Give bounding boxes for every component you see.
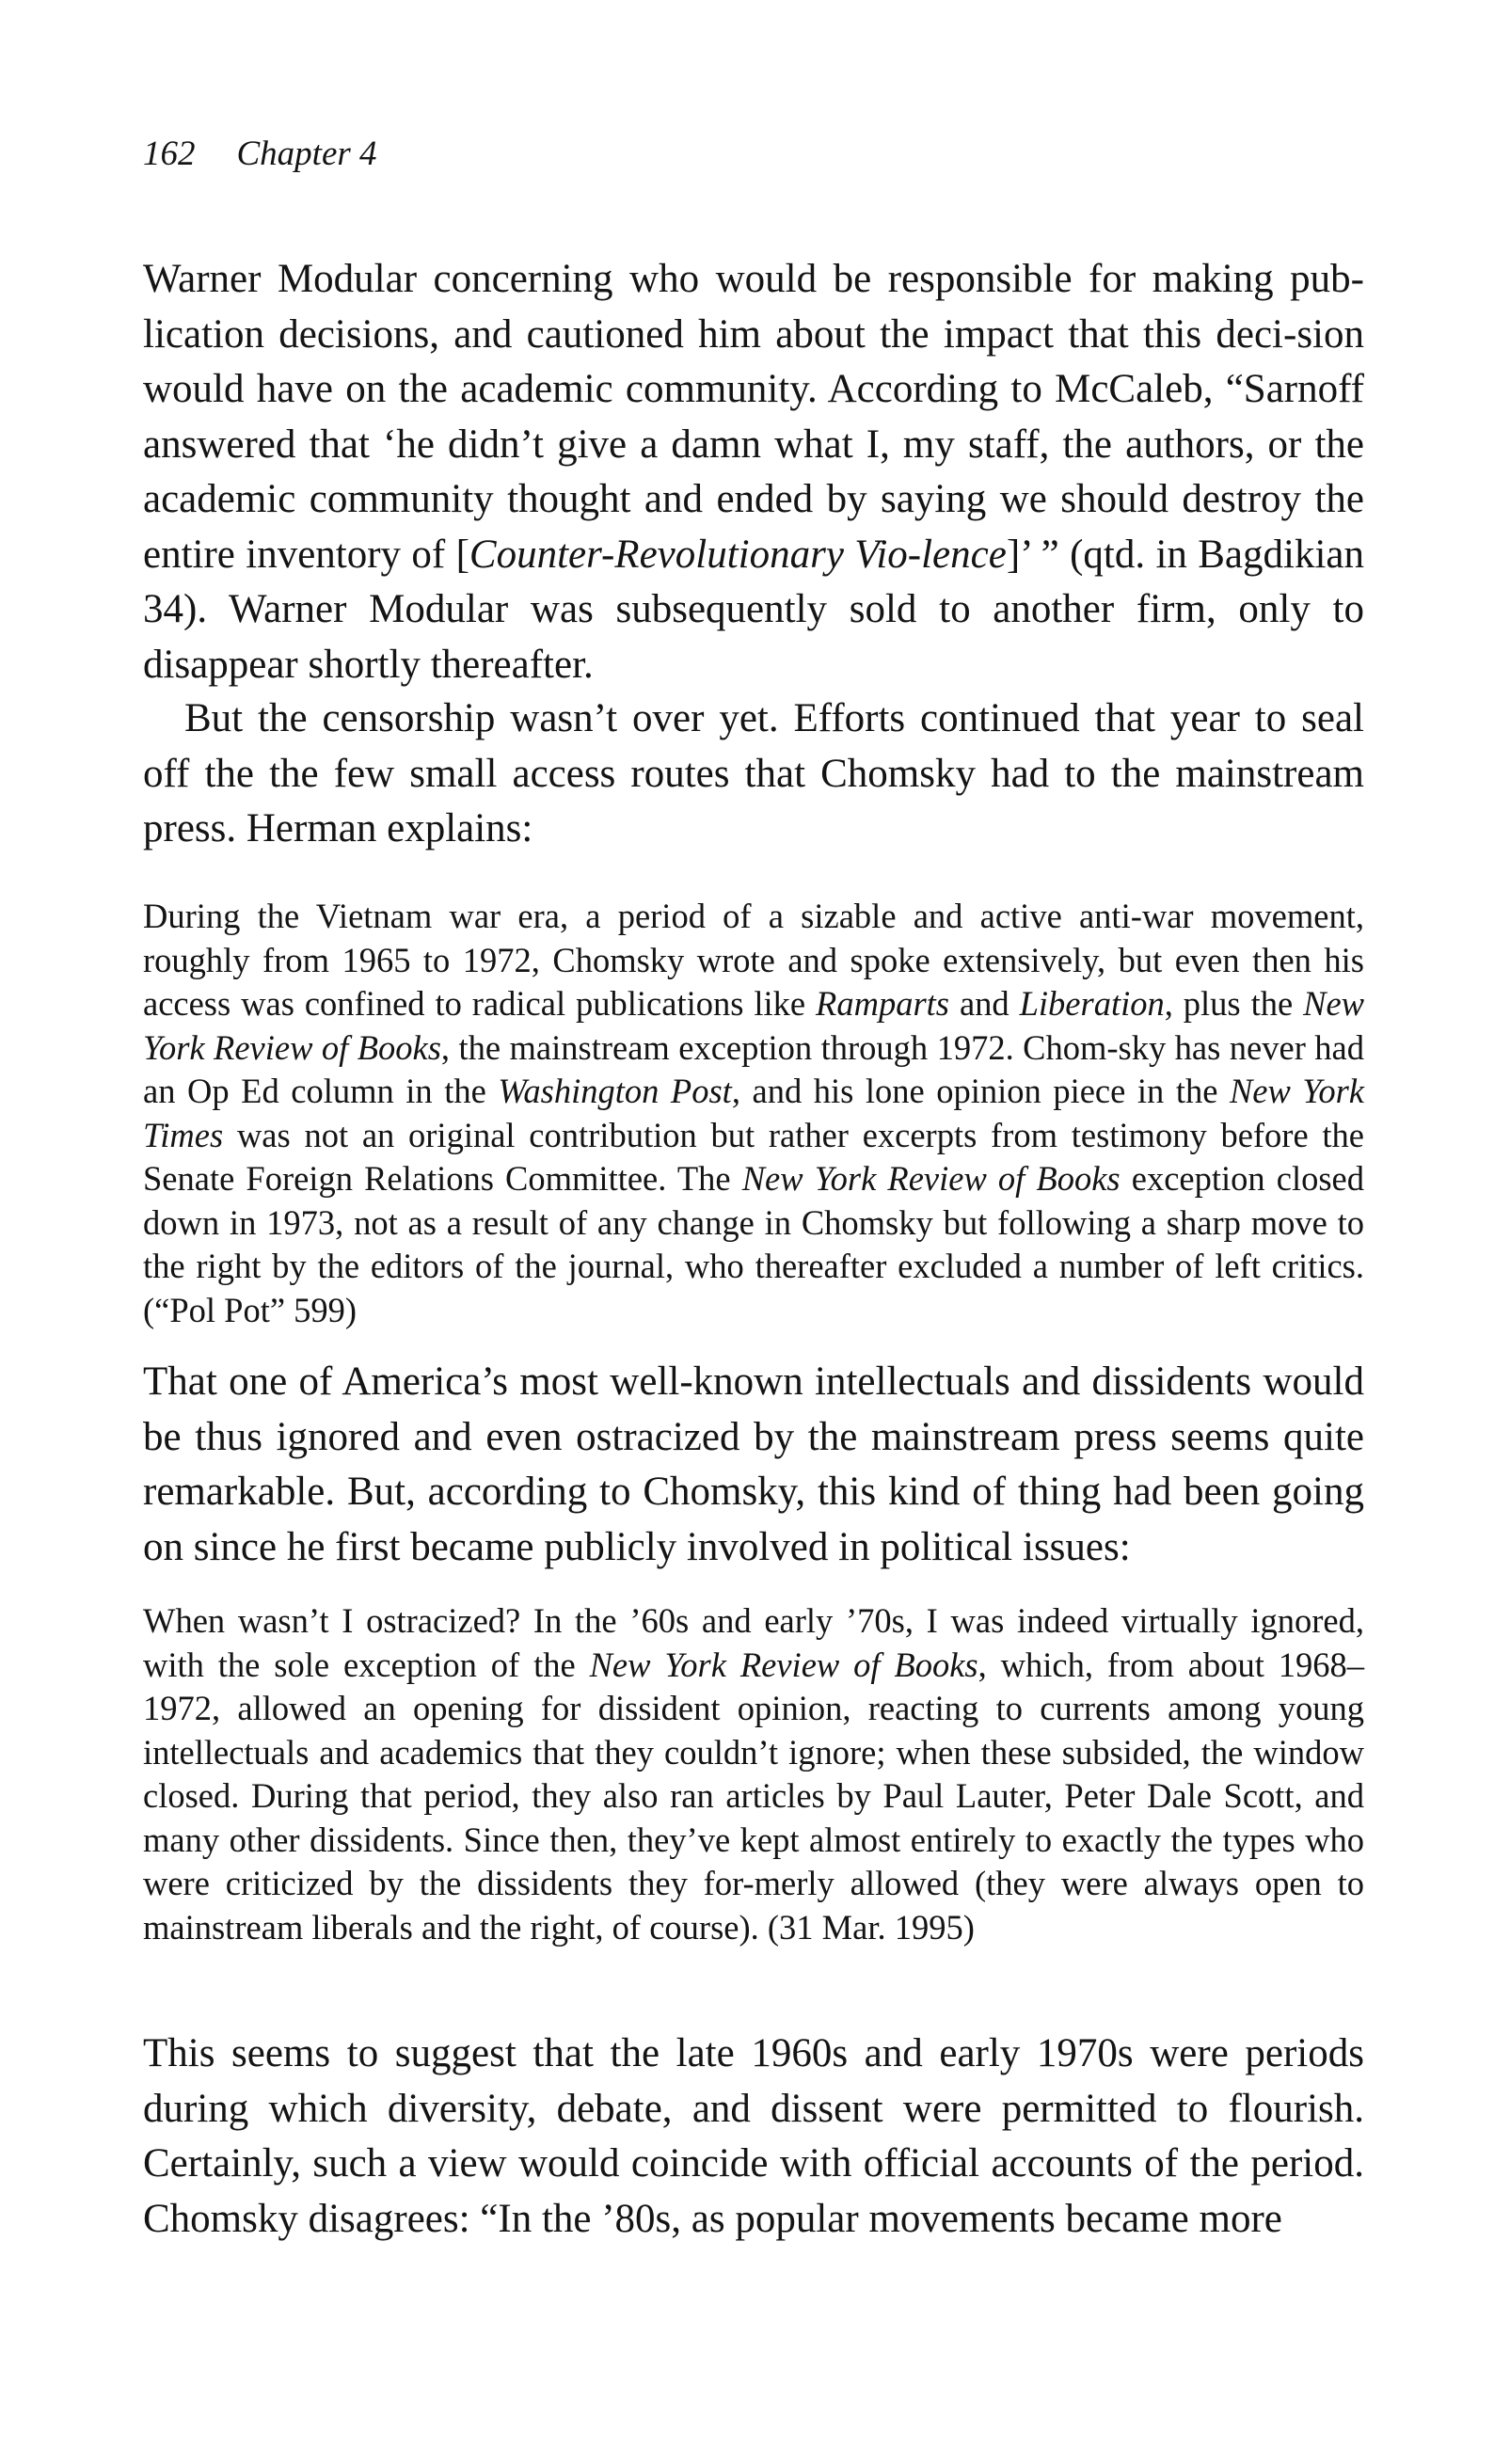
- paragraph-2: But the censorship wasn’t over yet. Efforts continued that year to seal off the the few small access routes that Chomsky had to the mainstream press. Herman explains:: [143, 696, 1364, 850]
- chapter-title: Chapter 4: [236, 135, 377, 173]
- paragraph-4: This seems to suggest that the late 1960s and early 1970s were periods during which diversity, debate, and dissent were permitted to flourish. Certainly, such a view would coincide with official accounts of the period. Chomsky disagrees: “In the ’80s, as popular movements became more: [143, 2031, 1364, 2241]
- paragraph-1: Warner Modular concerning who would be responsible for making pub-lication decisions, and cautioned him about the impact that this deci-sion would have on the academic community. According to McCaleb, “Sarnoff answered that ‘he didn’t give a damn what I, my staff, the authors, or the academic community thought and ended by saying we should destroy the entire inventory of [Counter-Revolutionary Vio-lence]’ ” (qtd. in Bagdikian 34). Warner Modular was subsequently sold to another firm, only to disappear shortly thereafter.: [143, 257, 1364, 687]
- paragraph-3: That one of America’s most well-known intellectuals and dissidents would be thus ignored and even ostracized by the mainstream press seems quite remarkable. But, according to Chomsky, this kind of thing had been going on since he first became publicly involved in political issues:: [143, 1359, 1364, 1569]
- block-quote-chomsky: When wasn’t I ostracized? In the ’60s and early ’70s, I was indeed virtually ignored, with the sole exception of the New York Review of Books, which, from about 1968–1972, allowed an opening for dissident opinion, reacting to currents among young intellectuals and academics that they couldn’t ignore; when these subsided, the window closed. During that period, they also ran articles by Paul Lauter, Peter Dale Scott, and many other dissidents. Since then, they’ve kept almost entirely to exactly the types who were criticized by the dissidents they for-merly allowed (they were always open to mainstream liberals and the right, of course). (31 Mar. 1995): [143, 1601, 1364, 1947]
- page-number: 162: [143, 135, 196, 173]
- running-head: [143, 134, 377, 174]
- block-quote-herman: During the Vietnam war era, a period of a sizable and active anti-war movement, roughly from 1965 to 1972, Chomsky wrote and spoke extensively, but even then his access was confined to radical publications like Ramparts and Liberation, plus the New York Review of Books, the mainstream exception through 1972. Chom-sky has never had an Op Ed column in the Washington Post, and his lone opinion piece in the New York Times was not an original contribution but rather excerpts from testimony before the Senate Foreign Relations Committee. The New York Review of Books exception closed down in 1973, not as a result of any change in Chomsky but following a sharp move to the right by the editors of the journal, who thereafter excluded a number of left critics. (“Pol Pot” 599): [143, 897, 1365, 1329]
